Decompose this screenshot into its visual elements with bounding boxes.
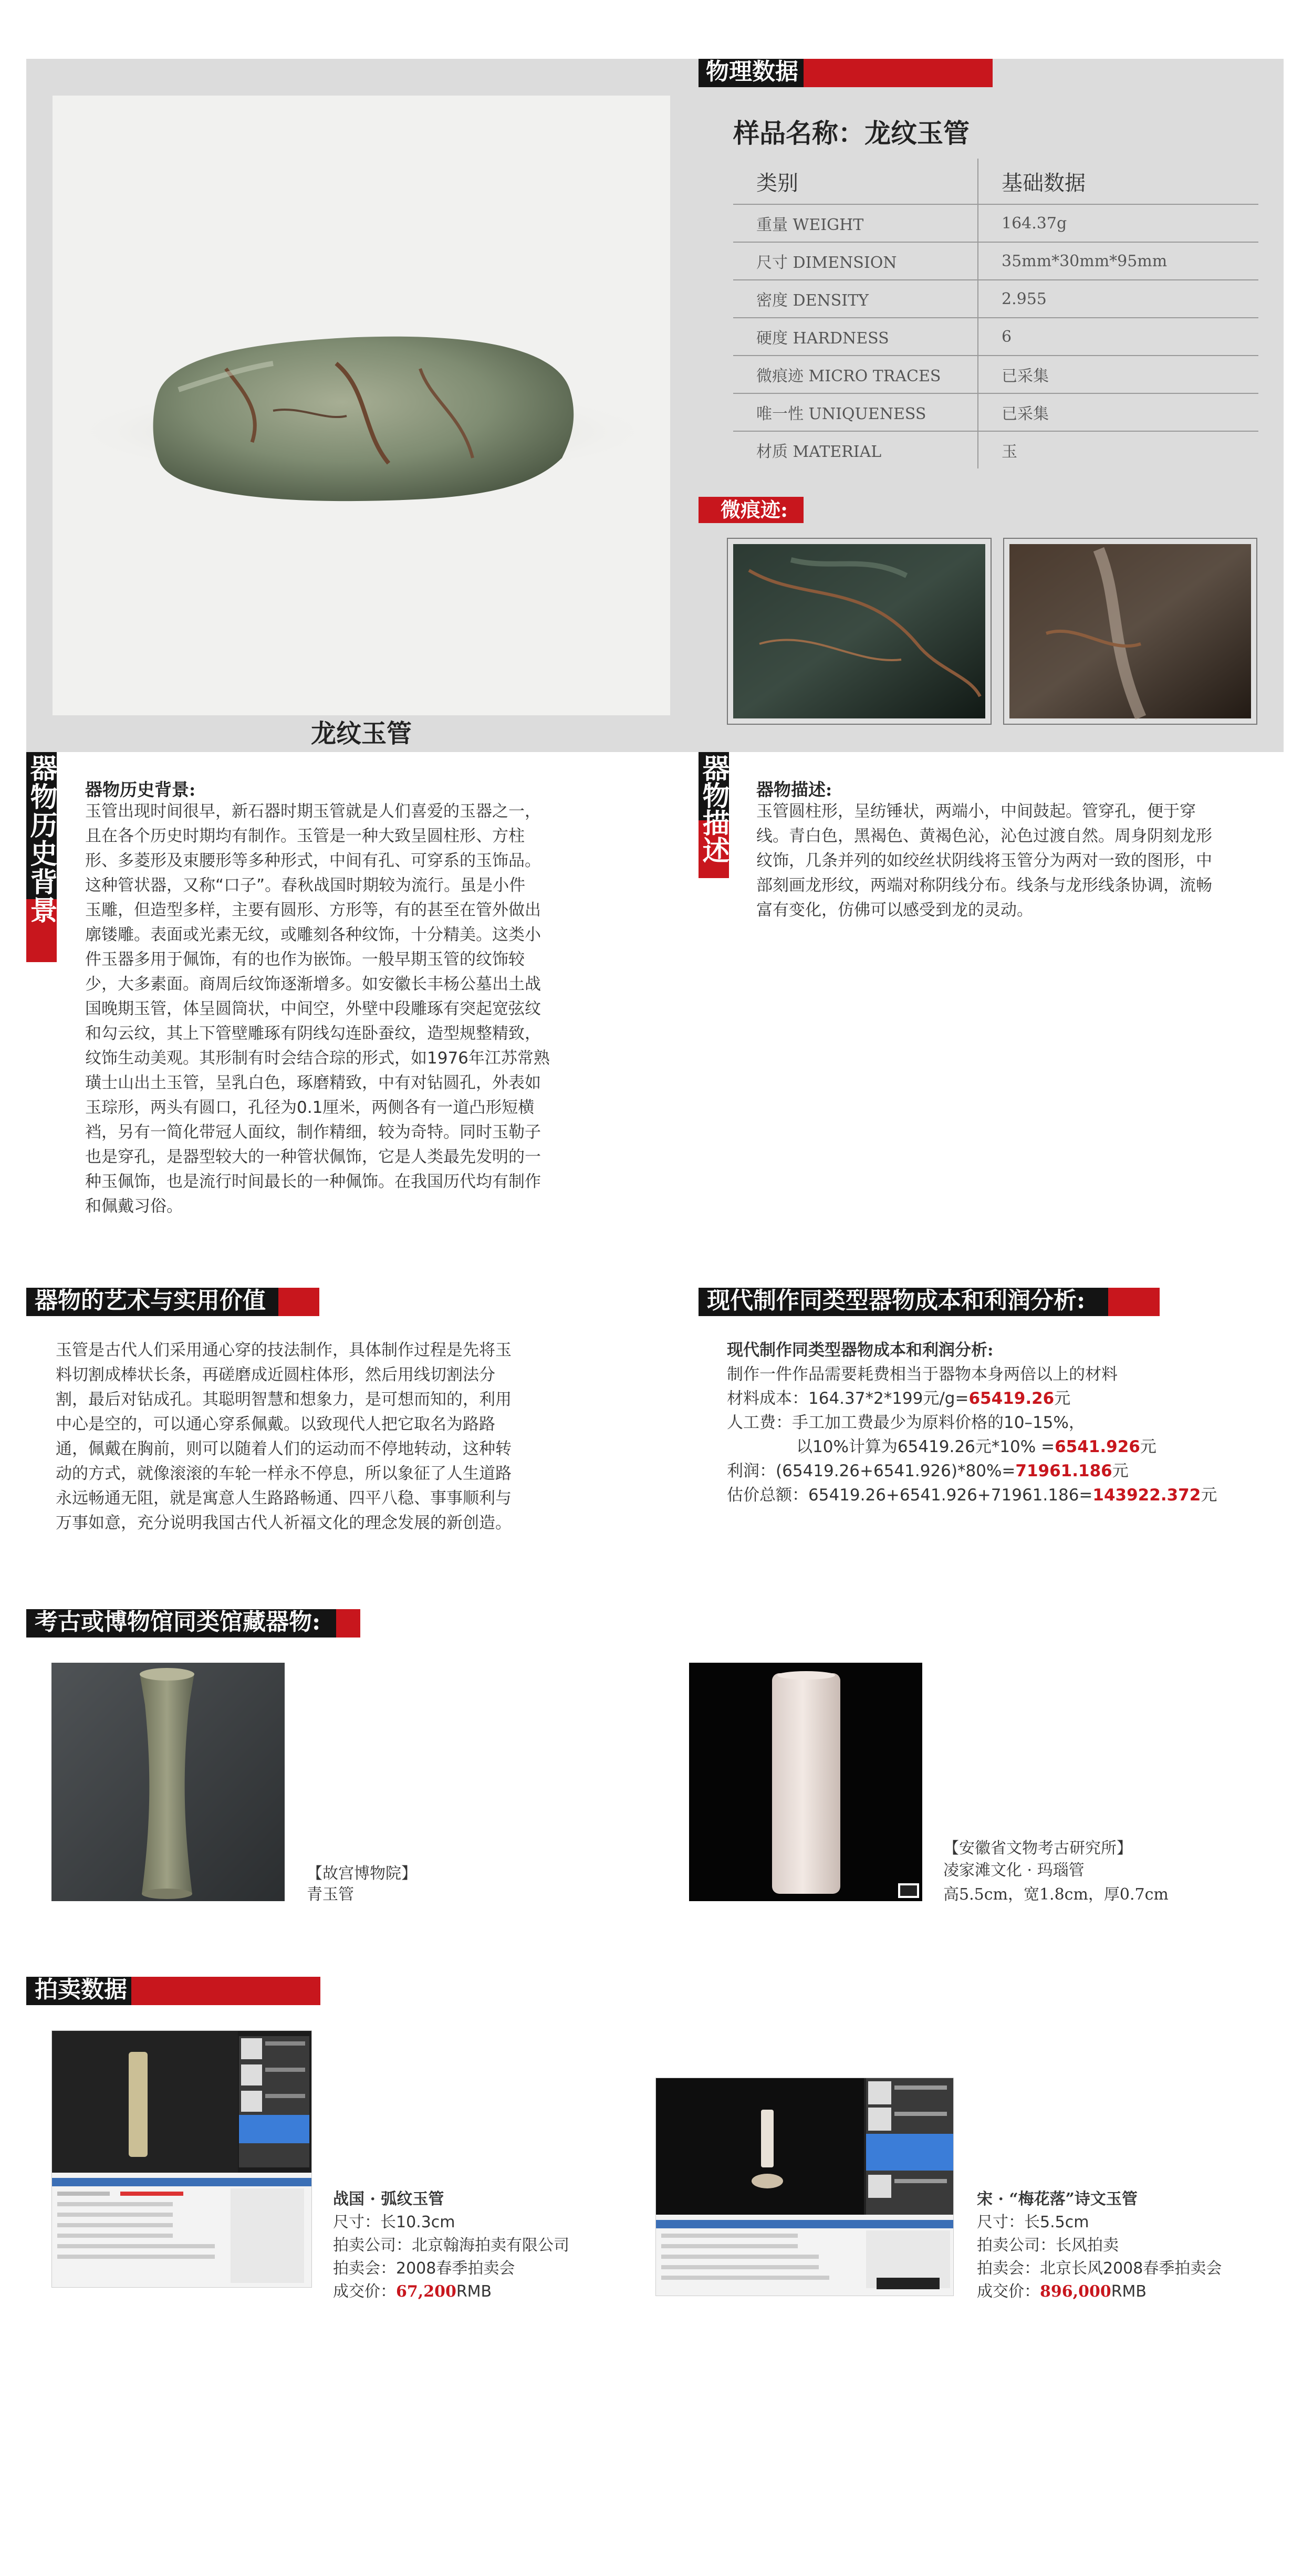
museum-2-size: 高5.5cm，宽1.8cm，厚0.7cm	[943, 1885, 1169, 1904]
spec-head-data: 基础数据	[978, 159, 1258, 204]
spec-table	[733, 159, 1258, 468]
cost-total-prefix: 估价总额：65419.26+6541.926+71961.186=	[727, 1486, 1093, 1505]
history-text: 玉管出现时间很早，新石器时期玉管就是人们喜爱的玉器之一， 且在各个历史时期均有制作。玉管是一种大致呈圆柱形、方柱 形、多菱形及束腰形等多种形式，中间有孔、可穿系的玉饰品。 这种管状器，又称“口子”。春秋战国时期较为流行。虽是小件 玉雕，但造型多样，主要有圆形、方形等，有的甚至在管外做出 廓镂雕。表面或光素无纹，或雕刻各种纹饰，十分精美。这类小 件玉器多用于佩饰，有的也作为嵌饰。一般早期玉管的纹饰较 少，大多素面。商周后纹饰逐渐增多。如安徽长丰杨公墓出土战 国晚期玉管，体呈圆筒状，中间空，外壁中段雕琢有突起宽弦纹 和勾云纹，其上下管壁雕琢有阴线勾连卧蚕纹，造型规整精致， 纹饰生动美观。其形制有时会结合琮的形式，如1976年江苏常熟 璜士山出土玉管，呈乳白色，琢磨精致，中有对钻圆孔，外表如 玉琮形，两头有圆口，孔径为0.1厘米，两侧各有一道凸形短横 裆，另有一简化带冠人面纹，制作精细，较为奇特。同时玉勒子 也是穿孔，是器型较大的一种管状佩饰，它是人类最先发明的一 种玉佩饰，也是流行时间最长的一种佩饰。在我国历代均有制作 和佩戴习俗。	[85, 802, 550, 1216]
cost-intro: 制作一件作品需要耗费相当于器物本身两倍以上的材料	[727, 1365, 1118, 1384]
spec-label: 重量 WEIGHT	[733, 204, 978, 242]
auction-header: 拍卖数据	[35, 1976, 127, 2003]
physical-header-accent	[804, 59, 993, 87]
auction-2-currency: RMB	[1111, 2282, 1147, 2301]
cost-material-line	[727, 1386, 1299, 1411]
museum-2-org: 【安徽省文物考古研究所】	[943, 1839, 1132, 1858]
cost-unit: 元	[1112, 1462, 1129, 1480]
main-jade-photo	[53, 96, 670, 715]
museum-1-name: 青玉管	[307, 1885, 354, 1904]
micro-photo-frame-1	[727, 538, 992, 725]
auction-1-title: 战国 · 弧纹玉管	[333, 2190, 444, 2208]
auction-1-price-label: 成交价：	[333, 2282, 396, 2301]
auction-1-event: 拍卖会：2008春季拍卖会	[333, 2259, 515, 2278]
cost-labor-prefix: 以10%计算为65419.26元*10% =	[796, 1437, 1055, 1456]
spec-value: 6	[978, 318, 1258, 356]
art-header: 器物的艺术与实用价值	[35, 1287, 266, 1314]
auction-2-title: 宋 · “梅花落”诗文玉管	[977, 2190, 1138, 2208]
art-header-accent	[278, 1288, 319, 1316]
museum-1-org: 【故宫博物院】	[307, 1864, 417, 1883]
spec-value: 35mm*30mm*95mm	[978, 242, 1258, 280]
auction-2-price-line	[977, 2280, 1147, 2303]
auction-screenshot-2	[655, 2078, 954, 2296]
desc-text: 玉管圆柱形，呈纺锤状，两端小，中间鼓起。管穿孔，便于穿 线。青白色，黑褐色、黄褐色沁，沁色过渡自然。周身阴刻龙形 纹饰，几条并列的如绞丝状阴线将玉管分为两对一致的图形，中 部刻画龙形纹，两端对称阴线分布。线条与龙形线条协调，流畅 富有变化，仿佛可以感受到龙的灵动。	[756, 802, 1212, 920]
cost-heading: 现代制作同类型器物成本和利润分析:	[727, 1341, 994, 1360]
spec-value: 已采集	[978, 393, 1258, 431]
cost-labor-line1: 人工费：手工加工费最少为原料价格的10–15%，	[727, 1413, 1085, 1432]
auction-2-company: 拍卖公司：长风拍卖	[977, 2236, 1119, 2255]
spec-label: 尺寸 DIMENSION	[733, 242, 978, 280]
auction-2-price-label: 成交价：	[977, 2282, 1040, 2301]
cost-profit-line	[727, 1459, 1299, 1483]
spec-value: 164.37g	[978, 204, 1258, 242]
cost-block	[727, 1338, 1299, 1507]
cost-profit-prefix: 利润：(65419.26+6541.926)*80%=	[727, 1462, 1016, 1480]
spec-label: 密度 DENSITY	[733, 280, 978, 318]
cost-header: 现代制作同类型器物成本和利润分析:	[707, 1287, 1086, 1314]
micro-traces-label: 微痕迹:	[721, 498, 788, 522]
spec-value: 玉	[978, 431, 1258, 468]
physical-header: 物理数据	[706, 58, 798, 85]
spec-label: 硬度 HARDNESS	[733, 318, 978, 356]
cost-profit-value: 71961.186	[1015, 1462, 1112, 1480]
spec-label: 微痕迹 MICRO TRACES	[733, 356, 978, 393]
museum-photo-2	[689, 1663, 922, 1901]
photo-caption: 龙纹玉管	[310, 719, 412, 748]
micro-photo-1	[728, 539, 991, 724]
spec-value: 2.955	[978, 280, 1258, 318]
auction-header-accent	[131, 1977, 320, 2005]
spec-value: 已采集	[978, 356, 1258, 393]
cost-total-value: 143922.372	[1092, 1486, 1201, 1505]
museum-header-accent	[336, 1609, 360, 1638]
spec-label: 唯一性 UNIQUENESS	[733, 393, 978, 431]
cost-labor-value: 6541.926	[1055, 1437, 1140, 1456]
cost-unit: 元	[1054, 1389, 1071, 1408]
history-vertical-title: 器物历史背景	[25, 754, 57, 924]
sample-name: 样品名称：龙纹玉管	[733, 118, 970, 149]
cost-material-prefix: 材料成本：164.37*2*199元/g=	[727, 1389, 969, 1408]
history-heading: 器物历史背景:	[85, 779, 196, 800]
desc-vertical-title: 器物描述	[697, 754, 730, 863]
desc-heading: 器物描述:	[756, 779, 832, 800]
micro-photo-frame-2	[1003, 538, 1257, 725]
cost-labor-line2	[727, 1435, 1299, 1459]
cost-unit: 元	[1201, 1486, 1217, 1505]
auction-2-price: 896,000	[1040, 2282, 1111, 2301]
museum-2-name: 凌家滩文化 · 玛瑙管	[943, 1861, 1085, 1880]
auction-2-size: 尺寸：长5.5cm	[977, 2213, 1089, 2231]
cost-unit: 元	[1140, 1437, 1156, 1456]
auction-1-size: 尺寸：长10.3cm	[333, 2213, 455, 2231]
auction-1-company: 拍卖公司：北京翰海拍卖有限公司	[333, 2236, 569, 2255]
spec-head-category: 类别	[733, 159, 978, 204]
museum-photo-1	[51, 1663, 285, 1901]
art-text: 玉管是古代人们采用通心穿的技法制作，具体制作过程是先将玉 料切割成棒状长条，再磋磨成近圆柱体形，然后用线切割法分 割，最后对钻成孔。其聪明智慧和想象力，是可想而知的，利用 中心是空的，可以通心穿系佩戴。以致现代人把它取名为路路 通，佩戴在胸前，则可以随着人们的运动而不停地转动，这种转 动的方式，就像滚滚的车轮一样永不停息，所以象征了人生道路 永远畅通无阻，就是寓意人生路路畅通、四平八稳、事事顺利与 万事如意，充分说明我国古代人祈福文化的理念发展的新创造。	[56, 1341, 512, 1532]
micro-photo-2	[1004, 539, 1256, 724]
auction-1-currency: RMB	[456, 2282, 492, 2301]
museum-header: 考古或博物馆同类馆藏器物:	[35, 1609, 321, 1635]
cost-total-line	[727, 1483, 1299, 1507]
auction-1-price: 67,200	[396, 2282, 456, 2301]
cost-material-value: 65419.26	[968, 1389, 1055, 1408]
spec-label: 材质 MATERIAL	[756, 443, 882, 461]
auction-screenshot-1	[51, 2030, 312, 2288]
cost-header-accent	[1108, 1288, 1160, 1316]
auction-1-price-line	[333, 2280, 492, 2303]
auction-2-event: 拍卖会：北京长风2008春季拍卖会	[977, 2259, 1222, 2278]
